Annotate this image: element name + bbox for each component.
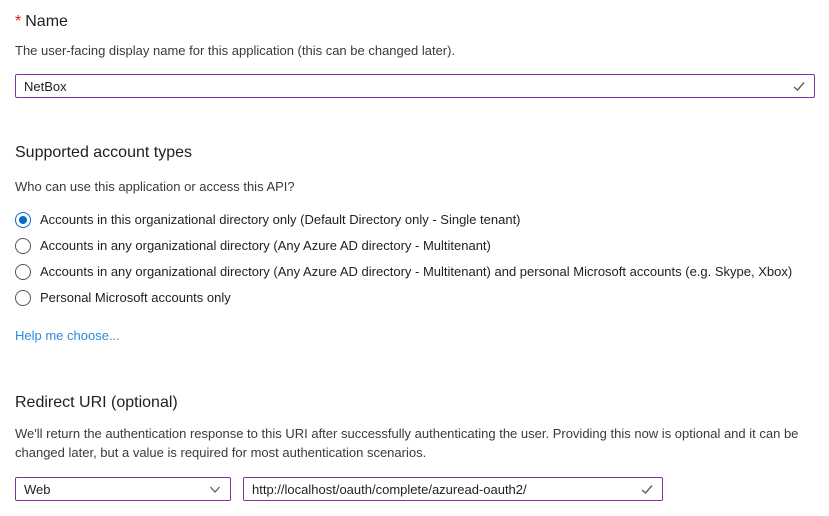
name-input[interactable] xyxy=(15,74,815,98)
name-input-value: NetBox xyxy=(24,78,67,94)
required-asterisk: * xyxy=(15,13,22,30)
radio-option-label: Accounts in this organizational directory only (Default Directory only - Single tenant) xyxy=(40,212,521,227)
redirect-uri-heading: Redirect URI (optional) xyxy=(15,394,178,411)
radio-option-label: Accounts in any organizational directory (Any Azure AD directory - Multitenant) and personal Microsoft accounts (e.g. Skype, Xbox) xyxy=(40,264,793,279)
valid-check-icon xyxy=(792,79,806,93)
redirect-uri-description: We'll return the authentication response to this URI after successfully authenticating the user. Providing this now is optional and it can be changed later, but a value is required for most authentication scenarios. xyxy=(15,426,799,460)
radio-option-label: Personal Microsoft accounts only xyxy=(40,290,231,305)
radio-option-label: Accounts in any organizational directory (Any Azure AD directory - Multitenant) xyxy=(40,238,491,253)
name-field-description: The user-facing display name for this application (this can be changed later). xyxy=(15,43,456,58)
platform-select-value: Web xyxy=(24,481,51,497)
radio-option-personal-only[interactable] xyxy=(15,285,815,311)
help-me-choose-link[interactable]: Help me choose... xyxy=(15,328,120,343)
radio-option-multitenant[interactable] xyxy=(15,233,815,259)
account-types-radio-group xyxy=(15,207,815,311)
name-field-label xyxy=(15,11,815,32)
radio-option-multitenant-personal[interactable] xyxy=(15,259,815,285)
redirect-uri-value: http://localhost/oauth/complete/azuread-oauth2/ xyxy=(252,481,527,497)
radio-button[interactable] xyxy=(15,264,31,280)
redirect-uri-row xyxy=(15,477,815,501)
account-types-question: Who can use this application or access this API? xyxy=(15,179,295,194)
valid-check-icon xyxy=(640,482,654,496)
radio-option-single-tenant[interactable] xyxy=(15,207,815,233)
radio-button[interactable] xyxy=(15,290,31,306)
redirect-uri-input[interactable] xyxy=(243,477,663,501)
platform-select[interactable] xyxy=(15,477,231,501)
chevron-down-icon xyxy=(208,482,222,496)
name-label-text: Name xyxy=(25,13,68,30)
account-types-heading: Supported account types xyxy=(15,144,193,161)
radio-button[interactable] xyxy=(15,212,31,228)
radio-button[interactable] xyxy=(15,238,31,254)
